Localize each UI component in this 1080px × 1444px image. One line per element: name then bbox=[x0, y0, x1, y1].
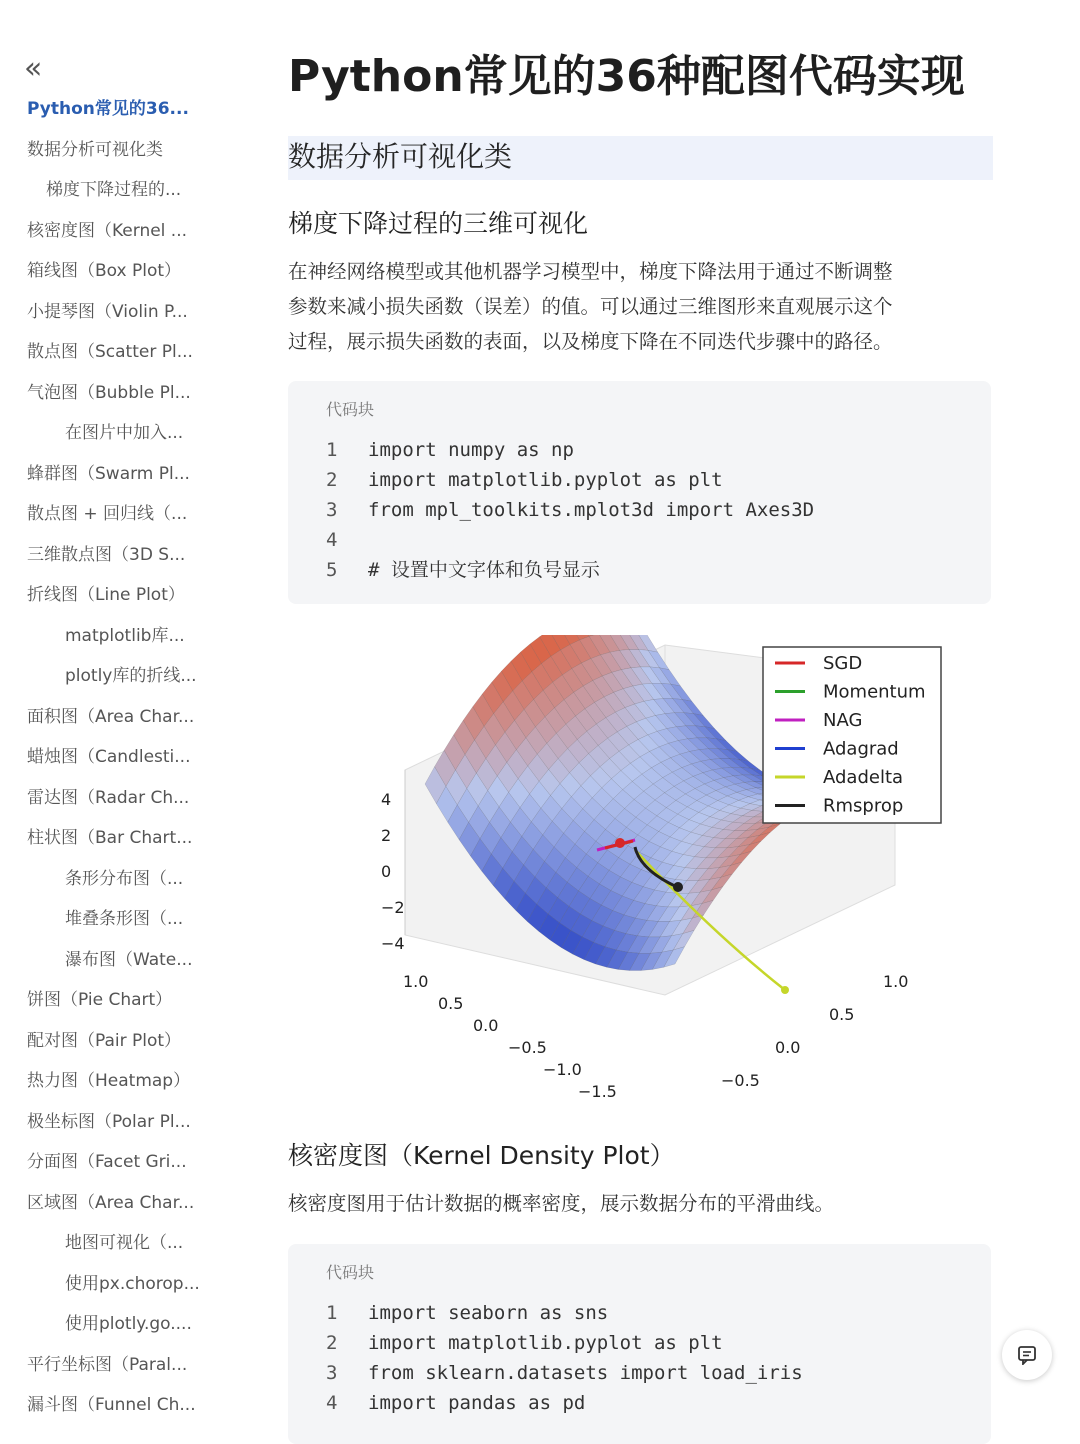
paragraph-line: 过程，展示损失函数的表面，以及梯度下降在不同迭代步骤中的路径。 bbox=[288, 330, 893, 353]
path-end-marker bbox=[781, 986, 789, 994]
z-tick-label: 0 bbox=[381, 862, 392, 881]
x-tick-label: −0.5 bbox=[508, 1038, 547, 1057]
toc-list bbox=[0, 92, 230, 1429]
toc-item[interactable]: 三维散点图（3D S... bbox=[27, 544, 186, 565]
toc-item[interactable]: 饼图（Pie Chart） bbox=[27, 990, 173, 1010]
toc-item[interactable]: 平行坐标图（Paral... bbox=[27, 1354, 188, 1375]
code-line bbox=[326, 1388, 585, 1418]
code-text: import numpy as np bbox=[368, 439, 574, 461]
collapse-sidebar-icon[interactable]: « bbox=[24, 51, 43, 86]
code-block-title: 代码块 bbox=[326, 1263, 375, 1282]
x-tick-label: 1.0 bbox=[403, 972, 429, 991]
code-line bbox=[326, 465, 723, 495]
gradient-descent-3d-chart bbox=[335, 635, 955, 1115]
path-start-marker bbox=[615, 838, 625, 848]
toc-item[interactable]: plotly库的折线... bbox=[65, 666, 197, 686]
toc-item[interactable]: matplotlib库... bbox=[65, 625, 185, 646]
code-text: # 设置中文字体和负号显示 bbox=[368, 559, 600, 581]
code-block-title: 代码块 bbox=[326, 400, 375, 419]
x-tick-label: 0.5 bbox=[438, 994, 464, 1013]
z-tick-label: 2 bbox=[381, 826, 392, 845]
toc-item[interactable]: 梯度下降过程的... bbox=[46, 180, 182, 200]
paragraph-line: 在神经网络模型或其他机器学习模型中，梯度下降法用于通过不断调整 bbox=[288, 260, 893, 283]
code-text: from mpl_toolkits.mplot3d import Axes3D bbox=[368, 499, 815, 521]
legend-label: Rmsprop bbox=[823, 795, 904, 817]
toc-item[interactable]: 在图片中加入... bbox=[65, 423, 184, 443]
y-tick-label: −0.5 bbox=[721, 1071, 760, 1090]
line-number: 3 bbox=[326, 499, 338, 521]
toc-item[interactable]: 箱线图（Box Plot） bbox=[27, 261, 182, 281]
toc-item[interactable]: 使用px.chorop... bbox=[65, 1273, 200, 1294]
code-line bbox=[326, 1298, 608, 1328]
code-text: import pandas as pd bbox=[368, 1392, 586, 1414]
toc-item[interactable]: 漏斗图（Funnel Ch... bbox=[27, 1395, 196, 1415]
y-tick-label: 1.0 bbox=[883, 972, 909, 991]
toc-item[interactable]: 热力图（Heatmap） bbox=[27, 1071, 191, 1091]
line-number: 2 bbox=[326, 469, 338, 491]
code-line bbox=[326, 1358, 803, 1388]
line-number: 5 bbox=[326, 559, 338, 581]
toc-item[interactable]: 瀑布图（Wate... bbox=[65, 949, 193, 970]
paragraph-gradient bbox=[288, 254, 988, 359]
toc-item[interactable]: 堆叠条形图（... bbox=[65, 909, 184, 929]
line-number: 1 bbox=[326, 439, 338, 461]
toc-item[interactable]: 分面图（Facet Gri... bbox=[27, 1152, 187, 1172]
x-tick-label: −1.5 bbox=[578, 1082, 617, 1101]
y-tick-label: 0.5 bbox=[829, 1005, 855, 1024]
line-number: 3 bbox=[326, 1362, 338, 1384]
legend-label: Adagrad bbox=[823, 738, 899, 760]
toc-item[interactable]: 柱状图（Bar Chart... bbox=[27, 828, 193, 848]
toc-item[interactable]: 蜡烛图（Candlesti... bbox=[27, 747, 191, 767]
y-tick-label: 0.0 bbox=[775, 1038, 801, 1057]
paragraph-line: 参数来减小损失函数（误差）的值。可以通过三维图形来直观展示这个 bbox=[288, 295, 893, 318]
toc-item[interactable]: 散点图 + 回归线（... bbox=[27, 504, 188, 524]
line-number: 2 bbox=[326, 1332, 338, 1354]
legend-label: SGD bbox=[823, 653, 863, 674]
line-number: 4 bbox=[326, 1392, 338, 1414]
comment-icon bbox=[1017, 1345, 1037, 1365]
line-number: 4 bbox=[326, 529, 338, 551]
code-line bbox=[326, 435, 574, 465]
toc-item[interactable]: 折线图（Line Plot） bbox=[27, 585, 185, 605]
toc-item[interactable]: 区域图（Area Char... bbox=[27, 1192, 195, 1213]
toc-item[interactable]: 小提琴图（Violin P... bbox=[27, 301, 188, 322]
code-line bbox=[326, 1328, 723, 1358]
section-heading: 数据分析可视化类 bbox=[288, 136, 993, 180]
x-tick-label: 0.0 bbox=[473, 1016, 499, 1035]
toc-item[interactable]: 核密度图（Kernel ... bbox=[27, 220, 188, 241]
toc-item[interactable]: 地图可视化（... bbox=[65, 1233, 184, 1253]
code-line bbox=[326, 525, 368, 555]
z-tick-label: 4 bbox=[381, 790, 392, 809]
toc-item[interactable]: 散点图（Scatter Pl... bbox=[27, 342, 193, 362]
code-line bbox=[326, 495, 814, 525]
toc-item[interactable]: 使用plotly.go.... bbox=[65, 1314, 192, 1334]
legend-label: Momentum bbox=[823, 681, 926, 703]
code-block-2[interactable] bbox=[288, 1244, 991, 1444]
toc-item[interactable]: 气泡图（Bubble Pl... bbox=[27, 382, 191, 403]
toc-item[interactable]: 极坐标图（Polar Pl... bbox=[27, 1111, 191, 1132]
subsection-heading-gradient: 梯度下降过程的三维可视化 bbox=[288, 209, 589, 238]
x-tick-label: −1.0 bbox=[543, 1060, 582, 1079]
paragraph-kde: 核密度图用于估计数据的概率密度，展示数据分布的平滑曲线。 bbox=[288, 1192, 835, 1215]
path-end-marker bbox=[673, 882, 683, 892]
toc-item[interactable]: Python常见的36... bbox=[27, 99, 189, 119]
line-number: 1 bbox=[326, 1302, 338, 1324]
code-text: import matplotlib.pyplot as plt bbox=[368, 1332, 723, 1354]
sidebar bbox=[0, 0, 230, 1418]
code-block-1[interactable] bbox=[288, 381, 991, 604]
legend-label: Adadelta bbox=[823, 767, 904, 788]
subsection-heading-kde: 核密度图（Kernel Density Plot） bbox=[288, 1141, 675, 1170]
z-tick-label: −4 bbox=[381, 934, 405, 953]
z-tick-label: −2 bbox=[381, 898, 405, 917]
toc-item[interactable]: 数据分析可视化类 bbox=[27, 139, 163, 160]
code-text: import seaborn as sns bbox=[368, 1302, 609, 1324]
toc-item[interactable]: 条形分布图（... bbox=[65, 868, 184, 889]
toc-item[interactable]: 配对图（Pair Plot） bbox=[27, 1030, 182, 1051]
code-text: from sklearn.datasets import load_iris bbox=[368, 1362, 803, 1384]
code-text: import matplotlib.pyplot as plt bbox=[368, 469, 723, 491]
comment-button[interactable] bbox=[1002, 1330, 1052, 1380]
toc-item[interactable]: 雷达图（Radar Ch... bbox=[27, 787, 190, 808]
page-title: Python常见的36种配图代码实现 bbox=[288, 51, 965, 102]
legend-label: NAG bbox=[823, 710, 863, 731]
toc-item[interactable]: 蜂群图（Swarm Pl... bbox=[27, 463, 190, 484]
toc-item[interactable]: 面积图（Area Char... bbox=[27, 706, 195, 727]
code-line bbox=[326, 555, 600, 585]
